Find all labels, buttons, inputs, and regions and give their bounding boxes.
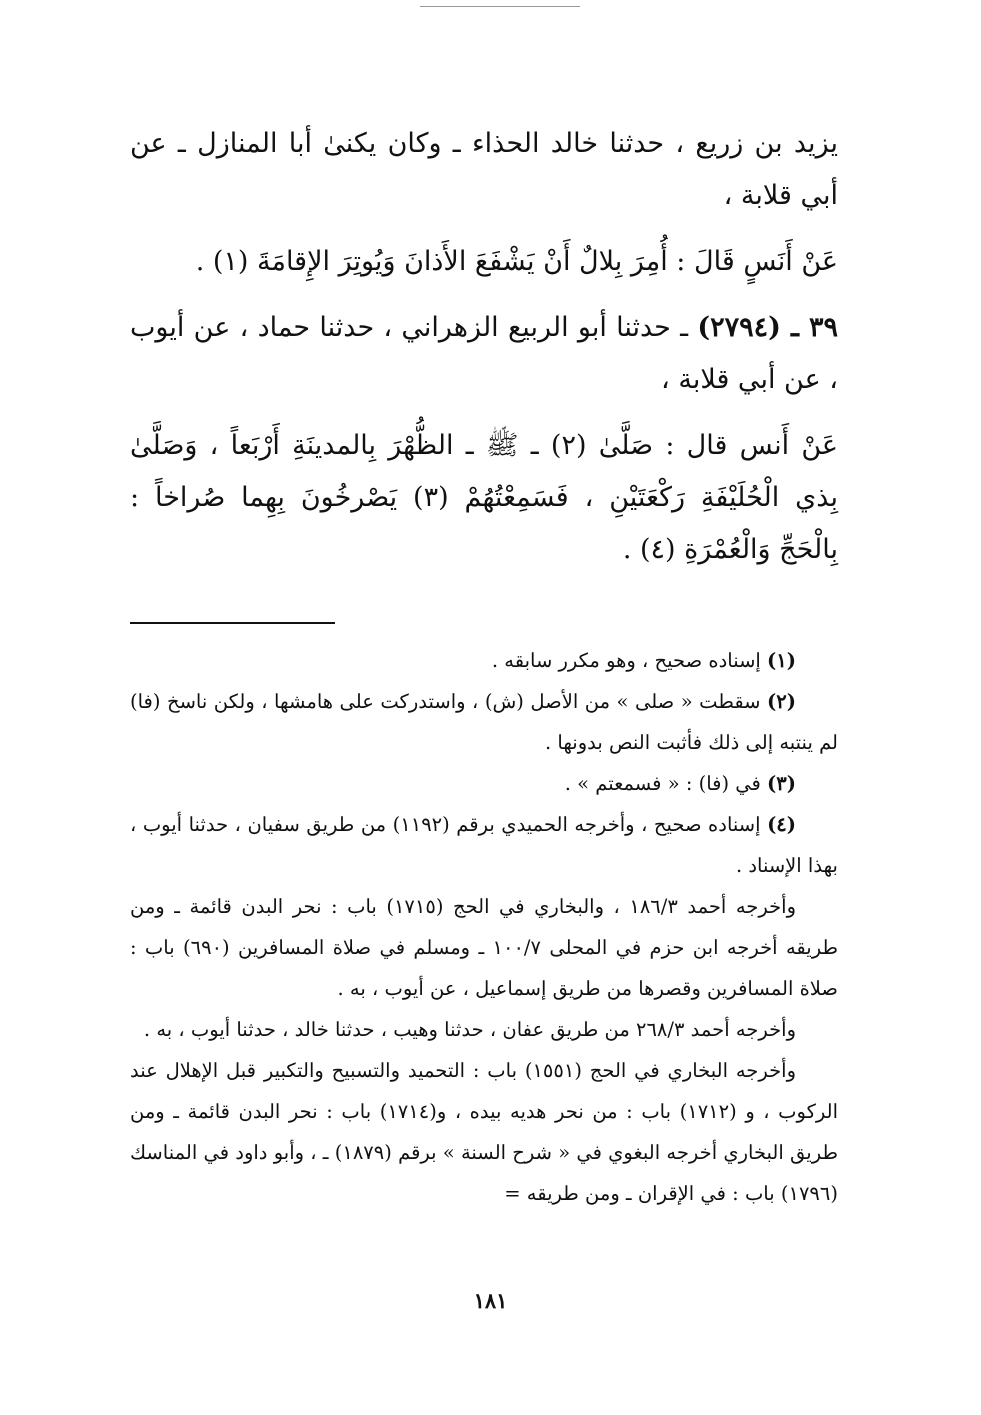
- page-number: ١٨١: [473, 1288, 508, 1313]
- main-paragraph-2: عَنْ أَنَسٍ قَالَ : أُمِرَ بِلالٌ أَنْ يَشْفَعَ الأَذانَ وَيُوتِرَ الإِقامَةَ (١) .: [195, 246, 838, 277]
- main-paragraph-3-text: ـ حدثنا أبو الربيع الزهراني ، حدثنا حماد ، عن أيوب ، عن أبي قلابة ،: [130, 312, 838, 395]
- footnote-4-continuation-2: وأخرجه أحمد ٢٦٨/٣ من طريق عفان ، حدثنا وهيب ، حدثنا خالد ، حدثنا أيوب ، به .: [143, 1018, 796, 1041]
- footnote-4: [130, 804, 838, 886]
- footnote-2-text: سقطت « صلى » من الأصل (ش) ، واستدركت على هامشها ، ولكن ناسخ (فا) لم ينتبه إلى ذلك فأثبت النص بدونها .: [130, 690, 838, 754]
- footnote-1-text: إسناده صحيح ، وهو مكرر سابقه .: [491, 649, 761, 672]
- footnote-4-continuation-1: وأخرجه أحمد ١٨٦/٣ ، والبخاري في الحج (١٧١٥) باب : نحر البدن قائمة ـ ومن طريقه أخرجه ابن حزم في المحلى ١٠٠/٧ ـ ومسلم في صلاة المسافرين (٦٩٠) باب : صلاة المسافرين وقصرها من طريق إسماعيل ، عن أيوب ، به .: [130, 895, 838, 1000]
- footnote-4-continuation-3: وأخرجه البخاري في الحج (١٥٥١) باب : التحميد والتسبيح والتكبير قبل الإهلال عند الركوب ، و (١٧١٢) باب : من نحر هديه بيده ، و(١٧١٤) باب : نحر البدن قائمة ـ ومن طريق البخاري أخرجه البغوي في « شرح السنة » برقم (١٨٧٩) ـ ، وأبو داود في المناسك (١٧٩٦) باب : في الإقران ـ ومن طريقه =: [130, 1059, 839, 1205]
- footnote-4-number: (٤): [767, 813, 797, 836]
- footnote-2: [130, 681, 838, 763]
- footnote-3-number: (٣): [767, 772, 796, 795]
- footnote-separator: [130, 622, 335, 624]
- top-rule: [420, 6, 580, 7]
- main-paragraph-4: عَنْ أَنس قال : صَلَّىٰ (٢) ـ ﷺ ـ الظُّهْرَ بِالمدينَةِ أَرْبَعاً ، وَصَلَّىٰ بِذي الْحُلَيْفَةِ رَكْعَتَيْنِ ، فَسَمِعْتُهُمْ (٣) يَصْرخُونَ بِهِما صُراخاً : بِالْحَجِّ وَالْعُمْرَةِ (٤) .: [130, 430, 839, 565]
- footnote-2-number: (٢): [767, 690, 796, 713]
- main-paragraph-1: يزيد بن زريع ، حدثنا خالد الحذاء ـ وكان يكنىٰ أبا المنازل ـ عن أبي قلابة ،: [130, 128, 838, 211]
- footnote-3: [130, 763, 838, 804]
- footnote-3-text: في (فا) : « فسمعتم » .: [564, 772, 761, 795]
- footnote-1: [130, 640, 838, 681]
- footnote-4-text: إسناده صحيح ، وأخرجه الحميدي برقم (١١٩٢) من طريق سفيان ، حدثنا أيوب ، بهذا الإسناد .: [130, 813, 838, 877]
- hadith-number: ٣٩ ـ (٢٧٩٤): [697, 312, 838, 343]
- main-paragraph-3: [130, 302, 838, 406]
- footnotes: [130, 640, 838, 1214]
- main-text: [130, 118, 838, 576]
- footnote-1-number: (١): [767, 649, 796, 672]
